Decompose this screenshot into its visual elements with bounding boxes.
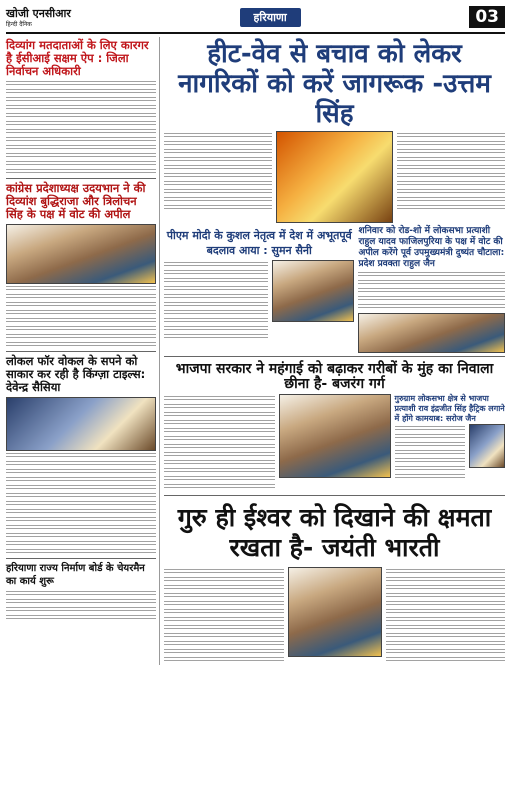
left-column <box>6 37 160 665</box>
rahul-yadav-headline: शनिवार को रोड-शो में लोकसभा प्रत्याशी राहुल यादव फाजिलपुरिया के पक्ष में वोट की अपील करेंगे पूर्व उपमुख्यमंत्री दुष्यंत चौटाला: प्रदेश प्रवक्ता राहुल जैन <box>358 226 505 269</box>
left-headline-3: लोकल फॉर वोकल के सपने को साकार कर रही है किंग्ज़ा टाइल्स: देवेन्द्र सैसिया <box>6 354 146 394</box>
left-headline-1: दिव्यांग मतदाताओं के लिए कारगर है ईसीआई सक्षम ऐप : जिला निर्वाचन अधिकारी <box>6 38 149 78</box>
bajrang-garg-photo <box>279 394 391 478</box>
page-number: 03 <box>469 6 505 28</box>
paper-name: खोजी एनसीआर <box>6 7 71 20</box>
left-photo-2 <box>6 397 156 451</box>
left-headline-4: हरियाणा राज्य निर्माण बोर्ड के चेयरमैन का कार्य शुरू <box>6 563 145 587</box>
lead-headline: हीट-वेव से बचाव को लेकर नागरिकों को करें जागरूक -उत्तम सिंह <box>178 39 491 129</box>
satsang-photo <box>288 567 382 657</box>
saroj-jain-photo <box>469 424 505 468</box>
main-area <box>164 37 505 665</box>
pm-modi-headline: पीएम मोदी के कुशल नेतृत्व में देश में अभूतपूर्व बदलाव आया : सुमन सैनी <box>166 229 352 257</box>
masthead <box>6 4 505 34</box>
rally-photo <box>272 260 354 322</box>
page-columns <box>6 37 505 665</box>
issue-line: हिन्दी दैनिक <box>6 21 32 28</box>
left-photo-1 <box>6 224 156 284</box>
section-tag: हरियाणा <box>240 8 301 27</box>
bjp-headline: भाजपा सरकार ने महंगाई को बढ़ाकर गरीबों के मुंह का निवाला छीना है- बजरंग गर्ग <box>175 361 494 392</box>
masthead-left <box>6 6 71 28</box>
thermometer-photo <box>276 131 393 223</box>
guru-headline: गुरु ही ईश्वर को दिखाने की क्षमता रखता है- जयंती भारती <box>177 503 492 562</box>
lead-story <box>164 131 505 223</box>
gurugram-headline: गुरुग्राम लोकसभा क्षेत्र से भाजपा प्रत्याशी राव इंद्रजीत सिंह हैट्रिक लगाने में होंगे कामयाब: सरोज जैन <box>394 394 505 423</box>
roadshow-photo <box>358 313 505 353</box>
left-headline-2: कांग्रेस प्रदेशाध्यक्ष उदयभान ने की दिव्यांश बुद्धिराजा और त्रिलोचन सिंह के पक्ष में वोट की अपील <box>6 181 146 221</box>
